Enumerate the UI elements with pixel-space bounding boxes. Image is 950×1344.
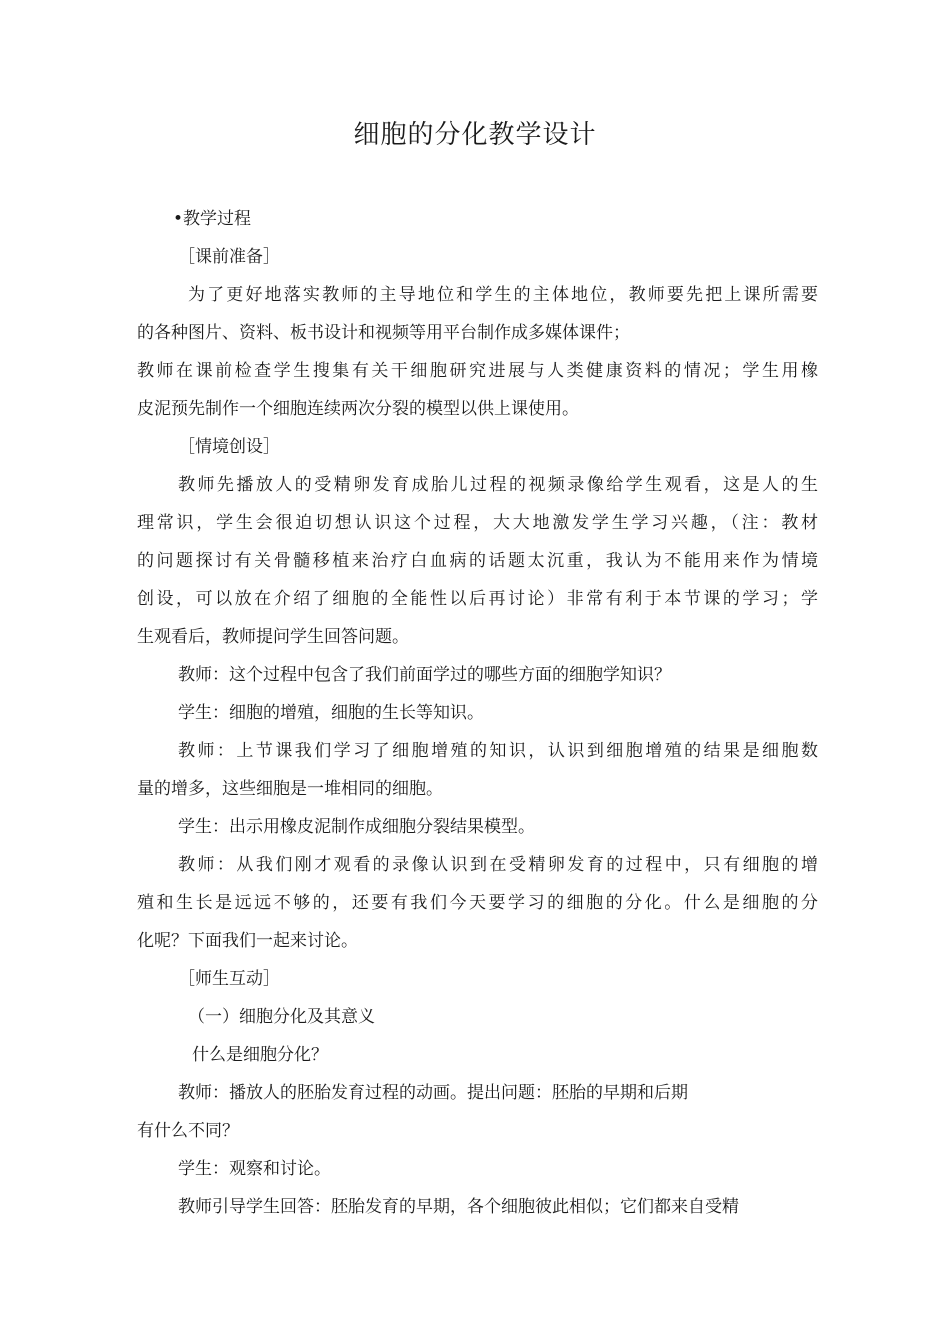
paragraph-line: 教师先播放人的受精卵发育成胎儿过程的视频录像给学生观看，这是人的生 <box>178 475 818 495</box>
subsection-heading: ［课前准备］ <box>178 247 280 267</box>
dialogue-line: 有什么不同？ <box>137 1121 239 1141</box>
dialogue-line: 化呢？下面我们一起来讨论。 <box>137 931 358 951</box>
dialogue-line: 教师：这个过程中包含了我们前面学过的哪些方面的细胞学知识？ <box>178 665 671 685</box>
paragraph-line: 生观看后，教师提问学生回答问题。 <box>137 627 409 647</box>
dialogue-line: 教师：播放人的胚胎发育过程的动画。提出问题：胚胎的早期和后期 <box>178 1083 688 1103</box>
dialogue-line: 教师引导学生回答：胚胎发育的早期，各个细胞彼此相似；它们都来自受精 <box>178 1197 739 1217</box>
paragraph-line: 为了更好地落实教师的主导地位和学生的主体地位，教师要先把上课所需要 <box>188 285 818 305</box>
paragraph-line: 理常识，学生会很迫切想认识这个过程，大大地激发学生学习兴趣，（注：教材 <box>137 513 818 533</box>
paragraph-line: 的问题探讨有关骨髓移植来治疗白血病的话题太沉重，我认为不能用来作为情境 <box>137 551 818 571</box>
paragraph-line: 创设，可以放在介绍了细胞的全能性以后再讨论）非常有利于本节课的学习；学 <box>137 589 818 609</box>
subsection-heading: （一）细胞分化及其意义 <box>188 1007 375 1027</box>
document-title: 细胞的分化教学设计 <box>353 120 597 150</box>
dialogue-line: 学生：细胞的增殖，细胞的生长等知识。 <box>178 703 484 723</box>
dialogue-line: 学生：出示用橡皮泥制作成细胞分裂结果模型。 <box>178 817 535 837</box>
paragraph-line: 教师在课前检查学生搜集有关干细胞研究进展与人类健康资料的情况；学生用橡 <box>137 361 818 381</box>
paragraph-line: 的各种图片、资料、板书设计和视频等用平台制作成多媒体课件； <box>137 323 630 343</box>
section-heading: •教学过程 <box>173 209 252 229</box>
paragraph-line: 皮泥预先制作一个细胞连续两次分裂的模型以供上课使用。 <box>137 399 579 419</box>
dialogue-line: 教师：从我们刚才观看的录像认识到在受精卵发育的过程中，只有细胞的增 <box>178 855 818 875</box>
subsection-heading: ［师生互动］ <box>178 969 280 989</box>
dialogue-line: 量的增多，这些细胞是一堆相同的细胞。 <box>137 779 443 799</box>
dialogue-line: 教师：上节课我们学习了细胞增殖的知识，认识到细胞增殖的结果是细胞数 <box>178 741 818 761</box>
dialogue-line: 殖和生长是远远不够的，还要有我们今天要学习的细胞的分化。什么是细胞的分 <box>137 893 818 913</box>
dialogue-line: 学生：观察和讨论。 <box>178 1159 331 1179</box>
subsection-heading: ［情境创设］ <box>178 437 280 457</box>
question-line: 什么是细胞分化？ <box>192 1045 328 1065</box>
